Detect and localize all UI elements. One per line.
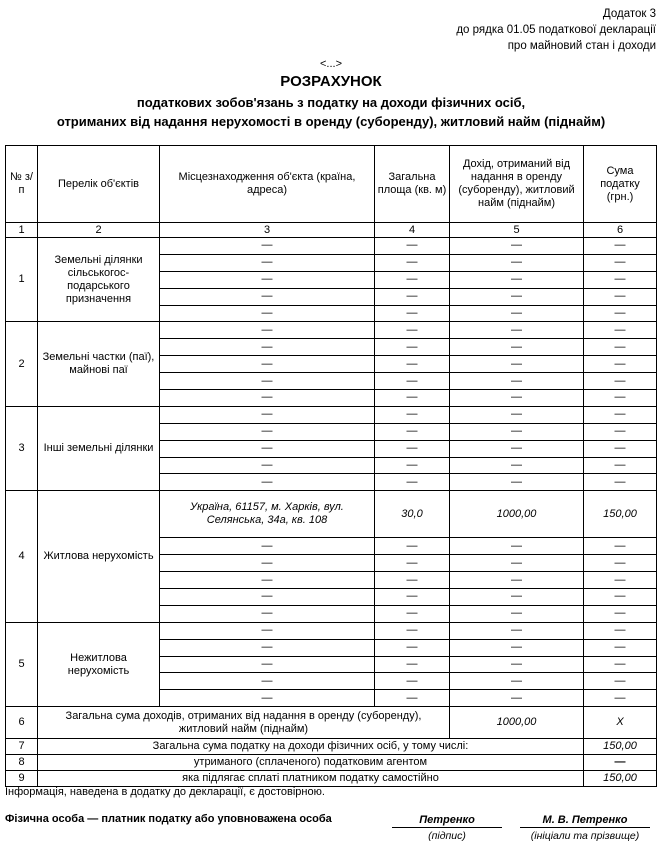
appendix-line-3: про майновий стан і доходи [507,40,656,52]
group-number: 4 [6,491,38,622]
area-cell: — [375,622,450,639]
calculation-table [5,145,657,787]
subtitle-line-2: отриманих від надання нерухомості в оренду (суборенду), житловий найм (піднайм) [56,114,606,129]
location-cell: — [160,572,375,589]
income-cell: — [450,589,584,606]
subtitle-line-1: податкових зобов'язань з податку на доходи фізичних осіб, [136,95,526,110]
header-objects: Перелік об'єктів [38,146,160,223]
total-number: 9 [6,771,38,787]
col-number: 4 [375,223,450,238]
income-cell: — [450,305,584,322]
signature-sign: Петренко [392,814,502,828]
income-cell: — [450,271,584,288]
total-label: Загальна сума доходів, отриманих від надання в оренду (суборенду), житловий найм (піднайм) [38,707,450,739]
area-cell: — [375,656,450,673]
income-cell: — [450,322,584,339]
tax-cell: — [584,656,657,673]
tax-cell: — [584,673,657,690]
table-row [6,622,657,639]
area-cell: — [375,440,450,457]
income-cell: — [450,339,584,356]
header-location: Місцезнаходження об'єкта (країна, адреса) [160,146,375,223]
info-statement: Інформація, наведена в додатку до декларації, є достовірною. [5,786,325,798]
income-cell: — [450,238,584,255]
tax-cell: — [584,690,657,707]
area-cell: — [375,457,450,474]
tax-cell: — [584,457,657,474]
income-cell: — [450,288,584,305]
area-cell: — [375,673,450,690]
total-tax: 150,00 [584,771,657,787]
income-cell: — [450,572,584,589]
area-cell: — [375,288,450,305]
header-num: № з/п [6,146,38,223]
total-row-9 [6,771,657,787]
tax-cell: — [584,440,657,457]
location-cell: — [160,622,375,639]
income-cell: — [450,555,584,572]
group-name: Нежитлова нерухомість [38,622,160,706]
location-cell: — [160,322,375,339]
signature-name-caption: (ініціали та прізвище) [530,830,640,842]
total-row-7 [6,739,657,755]
col-number: 5 [450,223,584,238]
income-cell: — [450,440,584,457]
area-cell: — [375,390,450,407]
area-cell: — [375,406,450,423]
housing-address: Україна, 61157, м. Харків, вул. Селянська, 34а, кв. 108 [160,491,375,538]
tax-cell: — [584,238,657,255]
tax-cell: — [584,572,657,589]
tax-cell: — [584,555,657,572]
table-row-housing-entry [6,491,657,538]
tax-cell: — [584,406,657,423]
location-cell: — [160,254,375,271]
total-label: Загальна сума податку на доходи фізичних осіб, у тому числі: [38,739,584,755]
total-row-6 [6,707,657,739]
group-number: 3 [6,406,38,490]
tax-cell: — [584,288,657,305]
tax-cell: — [584,589,657,606]
income-cell: — [450,254,584,271]
area-cell: — [375,254,450,271]
location-cell: — [160,474,375,491]
total-tax-mark: Х [584,707,657,739]
area-cell: — [375,589,450,606]
area-cell: — [375,555,450,572]
document-subtitle [0,93,662,131]
income-cell: — [450,622,584,639]
income-cell: — [450,605,584,622]
group-number: 1 [6,238,38,322]
location-cell: — [160,457,375,474]
signature-label: Фізична особа — платник податку або уповноважена особа [5,813,332,825]
tax-cell: — [584,254,657,271]
signature-sign-caption: (підпис) [428,830,466,842]
income-cell: — [450,390,584,407]
income-cell: — [450,639,584,656]
total-label: утриманого (сплаченого) податковим агентом [38,755,584,771]
appendix-line-2: до рядка 01.05 податкової декларації [456,24,656,36]
housing-income: 1000,00 [450,491,584,538]
area-cell: — [375,238,450,255]
tax-cell: — [584,605,657,622]
area-cell: — [375,572,450,589]
tax-cell: — [584,423,657,440]
appendix-header [456,6,656,54]
income-cell: — [450,538,584,555]
total-row-8 [6,755,657,771]
tax-cell: — [584,373,657,390]
col-number: 3 [160,223,375,238]
area-cell: — [375,305,450,322]
tax-cell: — [584,390,657,407]
housing-area: 30,0 [375,491,450,538]
location-cell: — [160,690,375,707]
group-number: 5 [6,622,38,706]
tax-cell: — [584,271,657,288]
location-cell: — [160,538,375,555]
group-name: Інші земельні ділянки [38,406,160,490]
location-cell: — [160,339,375,356]
location-cell: — [160,406,375,423]
area-cell: — [375,373,450,390]
location-cell: — [160,373,375,390]
col-number: 6 [584,223,657,238]
location-cell: — [160,440,375,457]
location-cell: — [160,238,375,255]
area-cell: — [375,474,450,491]
area-cell: — [375,356,450,373]
area-cell: — [375,605,450,622]
area-cell: — [375,538,450,555]
tax-cell: — [584,356,657,373]
location-cell: — [160,390,375,407]
col-number: 2 [38,223,160,238]
tax-cell: — [584,305,657,322]
tax-cell: — [584,322,657,339]
income-cell: — [450,690,584,707]
header-income: Дохід, отриманий від надання в оренду (суборенду), житловий найм (піднайм) [450,146,584,223]
column-number-row [6,223,657,238]
total-income: 1000,00 [450,707,584,739]
total-number: 8 [6,755,38,771]
tax-cell: — [584,622,657,639]
location-cell: — [160,639,375,656]
location-cell: — [160,305,375,322]
location-cell: — [160,673,375,690]
income-cell: — [450,373,584,390]
income-cell: — [450,457,584,474]
header-tax: Сума податку (грн.) [584,146,657,223]
header-row [6,146,657,223]
income-cell: — [450,656,584,673]
tax-cell: — [584,474,657,491]
total-number: 7 [6,739,38,755]
area-cell: — [375,690,450,707]
income-cell: — [450,474,584,491]
area-cell: — [375,271,450,288]
location-cell: — [160,271,375,288]
table-row [6,406,657,423]
area-cell: — [375,322,450,339]
income-cell: — [450,673,584,690]
location-cell: — [160,656,375,673]
document-title: РОЗРАХУНОК [280,73,382,90]
location-cell: — [160,288,375,305]
appendix-line-1: Додаток 3 [602,8,656,20]
group-name: Житлова нерухомість [38,491,160,622]
signature-name: М. В. Петренко [520,814,650,828]
total-tax: 150,00 [584,739,657,755]
group-number: 2 [6,322,38,406]
table-row [6,322,657,339]
table-row [6,238,657,255]
col-number: 1 [6,223,38,238]
tax-cell: — [584,339,657,356]
tax-cell: — [584,639,657,656]
total-number: 6 [6,707,38,739]
income-cell: — [450,406,584,423]
group-name: Земельні ділянки сільськогос-подарського призначення [38,238,160,322]
income-cell: — [450,356,584,373]
location-cell: — [160,605,375,622]
header-area: Загальна площа (кв. м) [375,146,450,223]
ellipsis-mark: <...> [319,58,343,70]
total-label: яка підлягає сплаті платником податку самостійно [38,771,584,787]
location-cell: — [160,356,375,373]
location-cell: — [160,589,375,606]
area-cell: — [375,423,450,440]
location-cell: — [160,423,375,440]
location-cell: — [160,555,375,572]
area-cell: — [375,339,450,356]
group-name: Земельні частки (паї), майнові паї [38,322,160,406]
area-cell: — [375,639,450,656]
tax-cell: — [584,538,657,555]
total-tax: — [584,755,657,771]
housing-tax: 150,00 [584,491,657,538]
income-cell: — [450,423,584,440]
